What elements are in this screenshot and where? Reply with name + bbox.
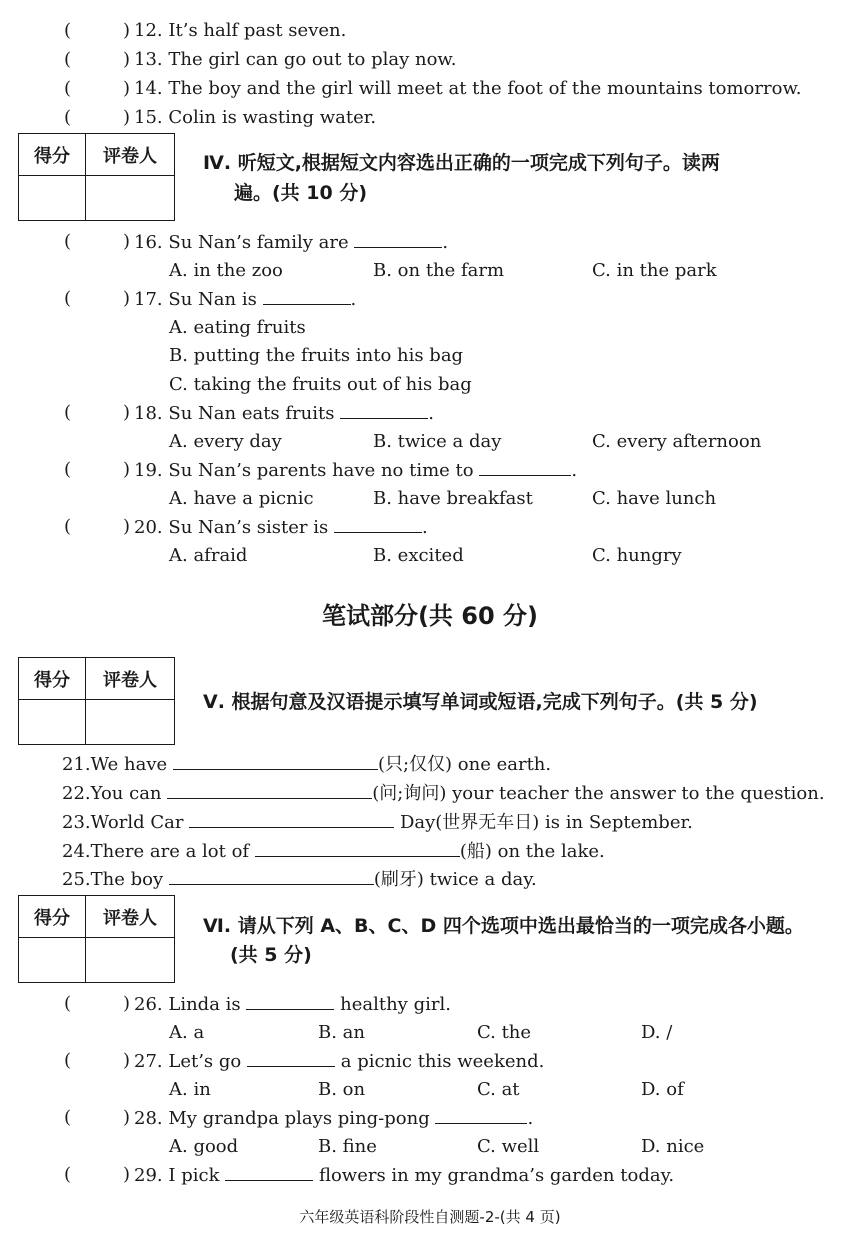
grader-cell[interactable] bbox=[86, 176, 175, 221]
option-20-c[interactable]: C. hungry bbox=[592, 545, 682, 566]
option-26-d[interactable]: D. / bbox=[641, 1022, 673, 1043]
answer-bracket-18[interactable]: ( ) bbox=[64, 402, 131, 423]
question-27: 27. Let’s go a picnic this weekend. bbox=[134, 1051, 545, 1072]
answer-bracket-12[interactable]: ( ) bbox=[64, 20, 131, 41]
option-26-a[interactable]: A. a bbox=[169, 1022, 205, 1043]
question-18: 18. Su Nan eats fruits . bbox=[134, 403, 434, 424]
question-28: 28. My grandpa plays ping-pong . bbox=[134, 1108, 534, 1129]
question-19: 19. Su Nan’s parents have no time to . bbox=[134, 460, 578, 481]
section-4-heading-cont: 遍。(共 10 分) bbox=[234, 182, 368, 204]
score-cell[interactable] bbox=[19, 176, 86, 221]
section-6-heading: Ⅵ. 请从下列 A、B、C、D 四个选项中选出最恰当的一项完成各小题。 bbox=[203, 915, 804, 937]
statement-14: 14. The boy and the girl will meet at the foot of the mountains tomorrow. bbox=[134, 78, 802, 99]
answer-bracket-26[interactable]: ( ) bbox=[64, 993, 131, 1014]
written-part-title: 笔试部分(共 60 分) bbox=[321, 602, 539, 630]
score-box-section-6 bbox=[18, 895, 175, 983]
answer-blank[interactable] bbox=[189, 811, 394, 828]
option-16-c[interactable]: C. in the park bbox=[592, 260, 717, 281]
fill-item-21: 21.We have (只;仅仅) one earth. bbox=[62, 754, 552, 775]
fill-item-25: 25.The boy (刷牙) twice a day. bbox=[62, 869, 537, 890]
score-label: 得分 bbox=[19, 896, 86, 938]
answer-blank[interactable] bbox=[479, 459, 571, 476]
option-28-a[interactable]: A. good bbox=[169, 1136, 239, 1157]
answer-bracket-27[interactable]: ( ) bbox=[64, 1050, 131, 1071]
option-18-b[interactable]: B. twice a day bbox=[373, 431, 502, 452]
section-6-heading-cont: (共 5 分) bbox=[230, 944, 312, 966]
answer-blank[interactable] bbox=[246, 993, 334, 1010]
grader-label: 评卷人 bbox=[86, 658, 175, 700]
answer-blank[interactable] bbox=[169, 868, 374, 885]
option-19-c[interactable]: C. have lunch bbox=[592, 488, 717, 509]
option-16-b[interactable]: B. on the farm bbox=[373, 260, 505, 281]
page-footer: 六年级英语科阶段性自测题-2-(共 4 页) bbox=[299, 1208, 561, 1226]
answer-bracket-14[interactable]: ( ) bbox=[64, 78, 131, 99]
section-5-heading: Ⅴ. 根据句意及汉语提示填写单词或短语,完成下列句子。(共 5 分) bbox=[203, 691, 758, 713]
answer-bracket-13[interactable]: ( ) bbox=[64, 49, 131, 70]
option-17-a[interactable]: A. eating fruits bbox=[169, 317, 306, 338]
option-27-a[interactable]: A. in bbox=[169, 1079, 211, 1100]
option-26-b[interactable]: B. an bbox=[318, 1022, 365, 1043]
grader-cell[interactable] bbox=[86, 938, 175, 983]
question-29: 29. I pick flowers in my grandma’s garden today. bbox=[134, 1165, 675, 1186]
option-28-c[interactable]: C. well bbox=[477, 1136, 540, 1157]
answer-bracket-20[interactable]: ( ) bbox=[64, 516, 131, 537]
answer-bracket-29[interactable]: ( ) bbox=[64, 1164, 131, 1185]
score-label: 得分 bbox=[19, 658, 86, 700]
fill-item-23: 23.World Car Day(世界无车日) is in September. bbox=[62, 812, 693, 833]
option-17-b[interactable]: B. putting the fruits into his bag bbox=[169, 345, 464, 366]
option-17-c[interactable]: C. taking the fruits out of his bag bbox=[169, 374, 472, 395]
answer-bracket-19[interactable]: ( ) bbox=[64, 459, 131, 480]
fill-item-24: 24.There are a lot of (船) on the lake. bbox=[62, 841, 605, 862]
statement-13: 13. The girl can go out to play now. bbox=[134, 49, 457, 70]
option-20-b[interactable]: B. excited bbox=[373, 545, 464, 566]
answer-blank[interactable] bbox=[167, 782, 372, 799]
option-28-b[interactable]: B. fine bbox=[318, 1136, 377, 1157]
answer-bracket-15[interactable]: ( ) bbox=[64, 107, 131, 128]
answer-bracket-17[interactable]: ( ) bbox=[64, 288, 131, 309]
answer-blank[interactable] bbox=[354, 231, 442, 248]
option-19-a[interactable]: A. have a picnic bbox=[169, 488, 314, 509]
option-26-c[interactable]: C. the bbox=[477, 1022, 532, 1043]
question-17: 17. Su Nan is . bbox=[134, 289, 357, 310]
option-18-a[interactable]: A. every day bbox=[169, 431, 282, 452]
statement-15: 15. Colin is wasting water. bbox=[134, 107, 377, 128]
option-27-c[interactable]: C. at bbox=[477, 1079, 520, 1100]
answer-blank[interactable] bbox=[247, 1050, 335, 1067]
statement-12: 12. It’s half past seven. bbox=[134, 20, 347, 41]
answer-blank[interactable] bbox=[173, 753, 378, 770]
answer-blank[interactable] bbox=[334, 516, 422, 533]
score-label: 得分 bbox=[19, 134, 86, 176]
option-28-d[interactable]: D. nice bbox=[641, 1136, 705, 1157]
option-19-b[interactable]: B. have breakfast bbox=[373, 488, 533, 509]
option-20-a[interactable]: A. afraid bbox=[169, 545, 248, 566]
question-26: 26. Linda is healthy girl. bbox=[134, 994, 451, 1015]
question-16: 16. Su Nan’s family are . bbox=[134, 232, 449, 253]
option-27-b[interactable]: B. on bbox=[318, 1079, 366, 1100]
grader-label: 评卷人 bbox=[86, 134, 175, 176]
score-cell[interactable] bbox=[19, 700, 86, 745]
answer-blank[interactable] bbox=[225, 1164, 313, 1181]
section-4-heading: Ⅳ. 听短文,根据短文内容选出正确的一项完成下列句子。读两 bbox=[203, 152, 720, 174]
grader-label: 评卷人 bbox=[86, 896, 175, 938]
fill-item-22: 22.You can (问;询问) your teacher the answer to the question. bbox=[62, 783, 825, 804]
option-27-d[interactable]: D. of bbox=[641, 1079, 684, 1100]
answer-blank[interactable] bbox=[340, 402, 428, 419]
score-box-section-5 bbox=[18, 657, 175, 745]
answer-bracket-16[interactable]: ( ) bbox=[64, 231, 131, 252]
grader-cell[interactable] bbox=[86, 700, 175, 745]
answer-bracket-28[interactable]: ( ) bbox=[64, 1107, 131, 1128]
option-16-a[interactable]: A. in the zoo bbox=[169, 260, 283, 281]
score-box-section-4 bbox=[18, 133, 175, 221]
answer-blank[interactable] bbox=[255, 840, 460, 857]
question-20: 20. Su Nan’s sister is . bbox=[134, 517, 428, 538]
answer-blank[interactable] bbox=[263, 288, 351, 305]
option-18-c[interactable]: C. every afternoon bbox=[592, 431, 762, 452]
score-cell[interactable] bbox=[19, 938, 86, 983]
answer-blank[interactable] bbox=[435, 1107, 527, 1124]
